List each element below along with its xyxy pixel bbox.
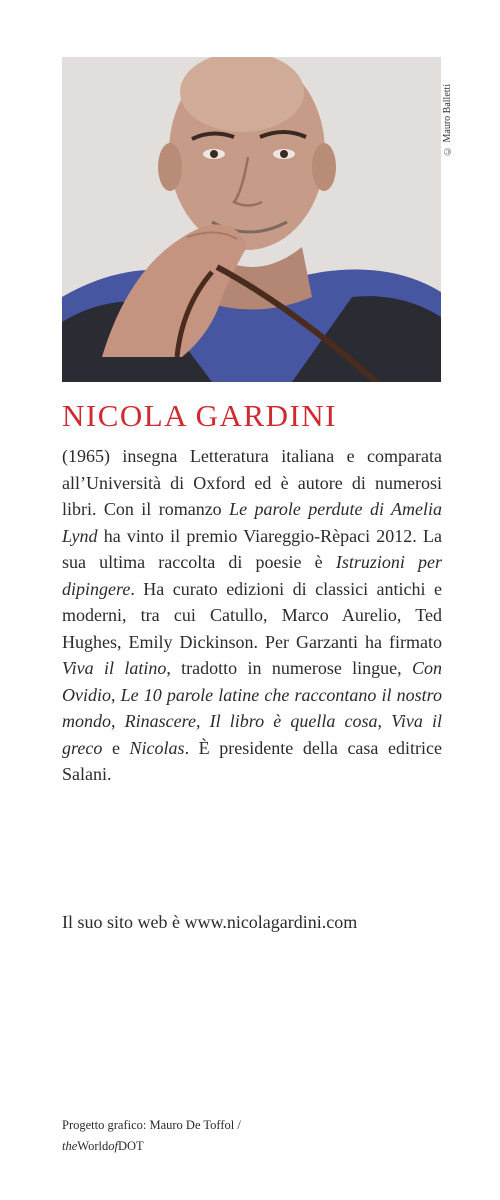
- bio-text: , tradotto in numerose lingue,: [166, 658, 412, 678]
- author-portrait-image: [62, 57, 441, 382]
- bio-text: ha vinto il premio Viareggio-Rèpaci 2012. La sua ultima raccolta di poesie è: [62, 525, 442, 572]
- book-title: Il libro è quella cosa: [209, 711, 378, 731]
- bio-text: e: [102, 737, 130, 758]
- book-title: Viva il greco: [62, 711, 443, 758]
- brand-the: the: [62, 1139, 78, 1153]
- brand-of: of: [108, 1139, 118, 1153]
- bio-text: ,: [111, 684, 121, 705]
- brand-dot: DOT: [117, 1139, 144, 1153]
- colophon: [62, 1115, 241, 1157]
- bio-text: (1965) insegna Letteratura italiana e comparata all’Università di Oxford ed è autore di numerosi libri. Con il romanzo: [62, 446, 442, 519]
- design-studio-brand: [62, 1136, 241, 1157]
- book-title: Nicolas: [129, 737, 185, 758]
- book-title: Istruzioni per dipingere: [62, 552, 442, 599]
- bio-text: . Ha curato edizioni di classici antichi e moderni, tra cui Catullo, Marco Aurelio, Ted Hughes, Emily Dickinson. Per Garzanti ha firmato: [62, 578, 442, 652]
- book-title: Le parole perdute di Amelia Lynd: [62, 499, 442, 546]
- photo-credit: © Mauro Balletti: [442, 83, 453, 156]
- bio-text: . È presidente della casa editrice Salani.: [62, 737, 442, 784]
- author-photo: [62, 57, 441, 382]
- author-name: NICOLA GARDINI: [62, 398, 338, 433]
- author-biography: [62, 443, 442, 788]
- bio-text: ,: [195, 711, 210, 731]
- brand-world: World: [77, 1139, 109, 1153]
- author-website-line: Il suo sito web è www.nicolagardini.com: [62, 912, 358, 932]
- bio-text: ,: [377, 711, 392, 731]
- book-title: Le 10 parole latine che raccontano il nostro mondo: [62, 684, 442, 731]
- book-title: Viva il latino: [62, 658, 167, 678]
- book-title: Rinascere: [124, 711, 196, 731]
- bio-text: ,: [111, 711, 125, 731]
- graphic-design-credit: Progetto grafico: Mauro De Toffol /: [62, 1118, 241, 1132]
- book-title: Con Ovidio: [62, 658, 443, 705]
